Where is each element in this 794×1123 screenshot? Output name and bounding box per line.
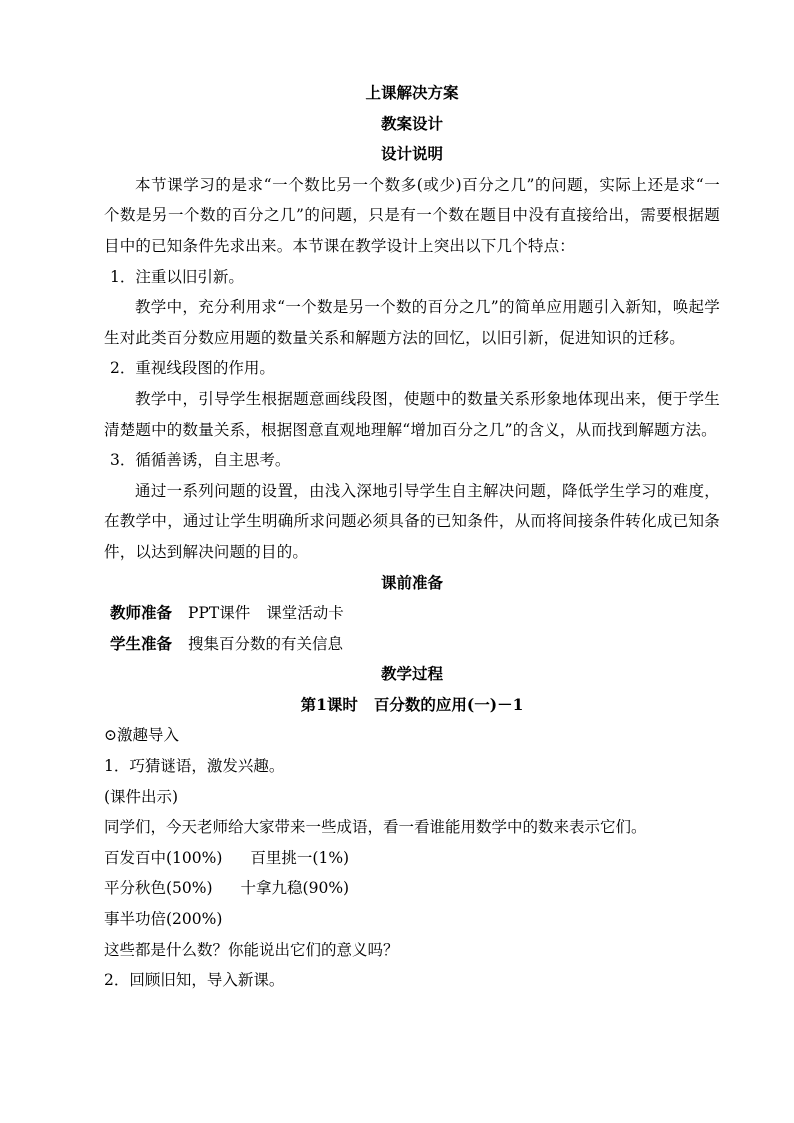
student-prep-label: 学生准备: [110, 633, 173, 653]
section-heading-prep: 课前准备: [380, 572, 443, 592]
idiom-item: 百里挑一(1%): [250, 848, 350, 867]
idiom-item: 平分秋色(50%): [104, 879, 213, 898]
point2-paragraph: 教学中，引导学生根据题意画线段图，使题中的数量关系形象地体现出来，便于学生清楚题中的数量关系，根据图意直观地理解“增加百分之几”的含义，从而找到解题方法。: [104, 389, 720, 439]
document-title: 上课解决方案: [365, 83, 459, 102]
step1-title: 1．巧猜谜语，激发兴趣。: [104, 757, 285, 776]
point1-title: 1．注重以旧引新。: [110, 267, 244, 286]
section-heading-process: 教学过程: [380, 664, 443, 684]
teacher-prep-item-ppt: PPT课件: [188, 604, 251, 623]
teacher-prep-label: 教师准备: [110, 603, 173, 623]
point3-title: 3．循循善诱，自主思考。: [110, 451, 291, 470]
section-heading-design-note: 设计说明: [380, 144, 443, 164]
teacher-prep-row: [104, 598, 720, 629]
idiom-item: 百发百中(100%): [104, 848, 223, 867]
idiom-row-1: [104, 843, 720, 874]
lesson-heading: [104, 690, 720, 721]
teacher-speech: 同学们，今天老师给大家带来一些成语，看一看谁能用数学中的数来表示它们。: [104, 818, 647, 837]
lesson-heading-topic: 百分数的应用(一)－1: [373, 694, 524, 714]
student-prep-item: 搜集百分数的有关信息: [188, 634, 344, 653]
document-subtitle: 教案设计: [380, 113, 443, 133]
idiom-row-3: [104, 904, 720, 935]
document-content: [104, 78, 720, 996]
step2-title: 2．回顾旧知，导入新课。: [104, 971, 285, 990]
point3-paragraph: 通过一系列问题的设置，由浅入深地引导学生自主解决问题，降低学生学习的难度，在教学中，通过让学生明确所求问题必须具备的已知条件，从而将间接条件转化成已知条件，以达到解决问题的目的。: [104, 481, 720, 561]
idiom-item: 十拿九稳(90%): [240, 879, 350, 898]
point1-paragraph: 教学中，充分利用求“一个数是另一个数的百分之几”的简单应用题引入新知，唤起学生对此类百分数应用题的数量关系和解题方法的回忆，以旧引新，促进知识的迁移。: [104, 298, 720, 347]
question-line: 这些都是什么数？你能说出它们的意义吗？: [104, 940, 399, 959]
idiom-row-2: [104, 873, 720, 904]
intro-marker: ⊙激趣导入: [104, 726, 179, 745]
point2-title: 2．重视线段图的作用。: [110, 359, 275, 378]
teacher-prep-item-card: 课堂活动卡: [266, 604, 344, 623]
lesson-heading-number: 第1课时: [300, 694, 358, 714]
idiom-item: 事半功倍(200%): [104, 910, 223, 929]
intro-paragraph: 本节课学习的是求“一个数比另一个数多(或少)百分之几”的问题，实际上还是求“一个数是另一个数的百分之几”的问题，只是有一个数在题目中没有直接给出，需要根据题目中的已知条件先求出来。本节课在教学设计上突出以下几个特点：: [104, 175, 720, 255]
student-prep-row: [104, 629, 720, 660]
courseware-show: (课件出示): [104, 787, 179, 806]
